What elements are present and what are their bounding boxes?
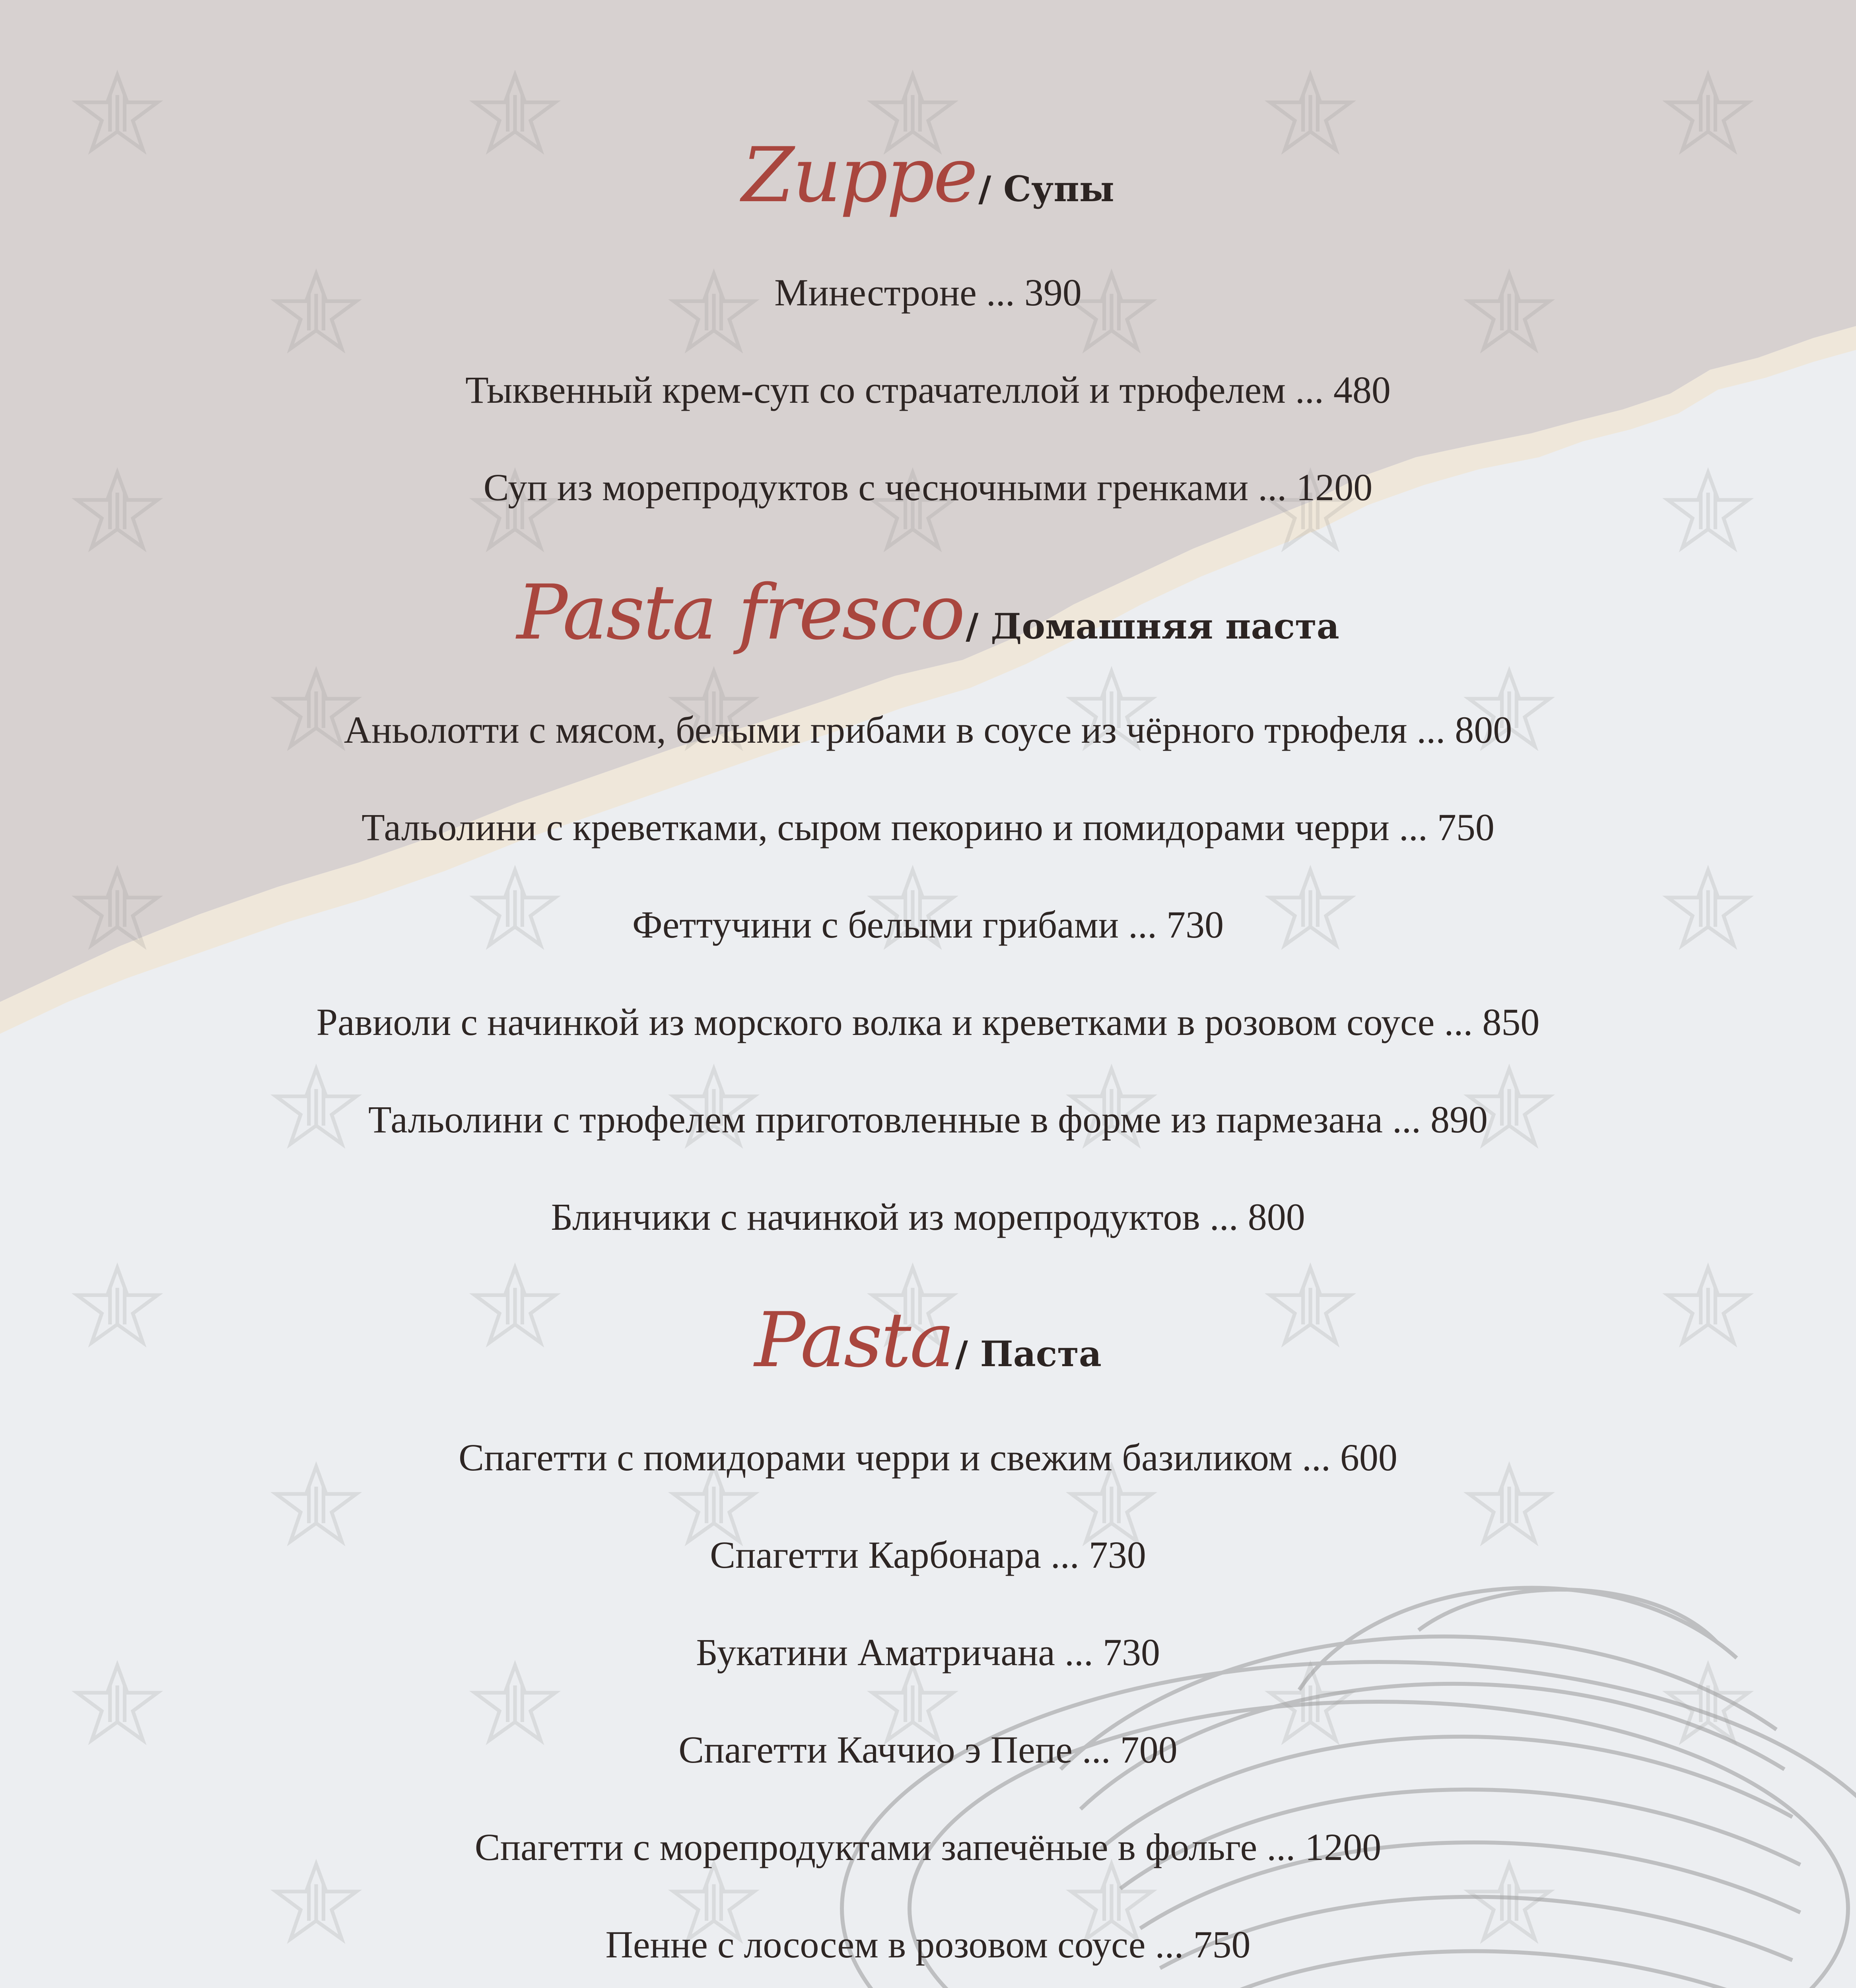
menu-item: Пенне с лососем в розовом соусе ... 750: [605, 1923, 1251, 1966]
menu-item: Спагетти с морепродуктами запечёные в фольге ... 1200: [474, 1826, 1382, 1868]
section-title-script: Pasta: [754, 1296, 953, 1384]
section-title-soups: [0, 131, 1856, 219]
menu-item: Тыквенный крем-суп со страчателлой и трюфелем ... 480: [465, 369, 1391, 411]
menu-item: Блинчики с начинкой из морепродуктов ... 800: [551, 1196, 1305, 1238]
menu-item: Минестроне ... 390: [774, 271, 1082, 314]
section-title-script: Zuppe: [742, 131, 977, 219]
menu-item: Букатини Аматричана ... 730: [696, 1631, 1160, 1673]
menu-item: Спагетти Карбонара ... 730: [710, 1534, 1146, 1576]
section-title-ru: / Супы: [978, 168, 1114, 210]
section-title-fresh-pasta: [0, 569, 1856, 656]
menu-item: Спагетти с помидорами черри и свежим базиликом ... 600: [459, 1436, 1397, 1479]
menu-item: Суп из морепродуктов с чесночными гренками ... 1200: [483, 466, 1373, 509]
section-title-script: Pasta fresco: [517, 569, 964, 656]
menu-item: Аньолотти с мясом, белыми грибами в соусе из чёрного трюфеля ... 800: [344, 709, 1512, 751]
section-title-ru: / Паста: [955, 1333, 1102, 1375]
menu-item: Равиоли с начинкой из морского волка и креветками в розовом соусе ... 850: [316, 1001, 1540, 1043]
section-title-ru: / Домашняя паста: [966, 606, 1339, 647]
menu-item: Спагетти Каччио э Пепе ... 700: [678, 1728, 1178, 1771]
menu-item: Тальолини с креветками, сыром пекорино и помидорами черри ... 750: [361, 806, 1495, 848]
menu-item: Феттучини с белыми грибами ... 730: [632, 903, 1224, 946]
section-title-pasta: [0, 1296, 1856, 1384]
menu-item: Тальолини с трюфелем приготовленные в форме из пармезана ... 890: [368, 1098, 1488, 1141]
